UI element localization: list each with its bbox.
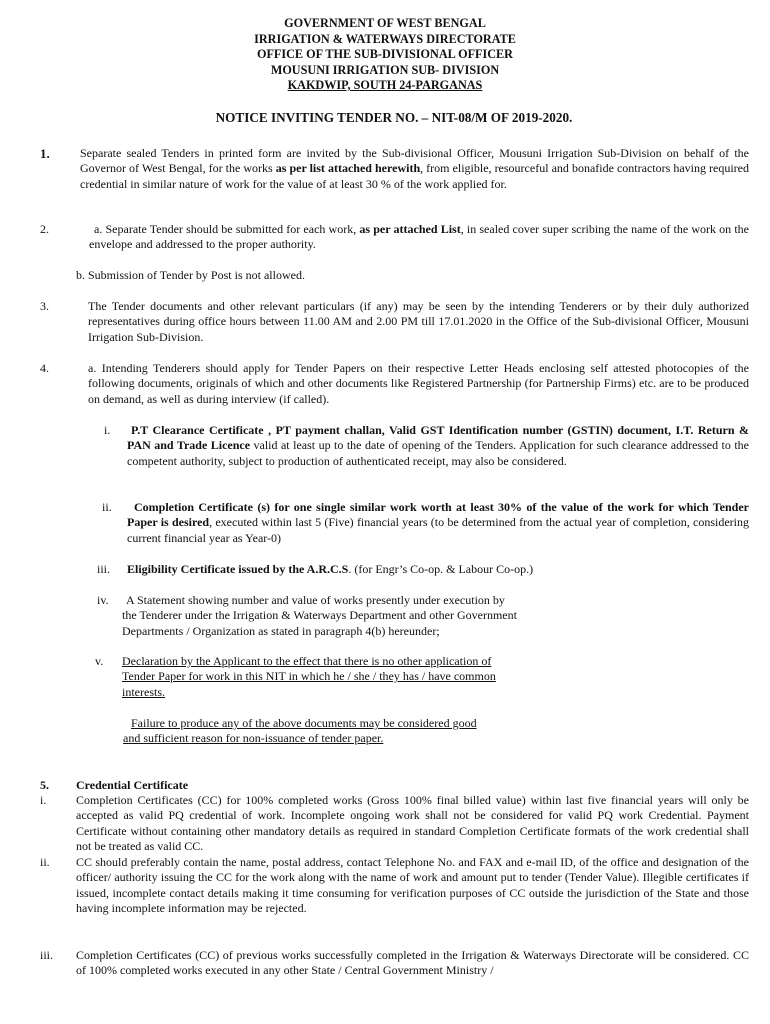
letterhead xyxy=(0,16,770,94)
header-division: MOUSUNI IRRIGATION SUB- DIVISION xyxy=(270,62,500,77)
para-4-iii-bold: Eligibility Certificate issued by the A.R.C.S xyxy=(127,562,349,576)
failure-note xyxy=(123,716,731,747)
para-3-text: The Tender documents and other relevant particulars (if any) may be seen by the intending Tenderers or by their duly authorized representatives during office hours between 11.00 AM and 2.00 PM till 17.01.2020 in the Office of the Sub-divisional Officer, Mousuni Irrigation Sub-Division. xyxy=(88,299,749,344)
para-5-iii-text: Completion Certificates (CC) of previous works successfully completed in the Irrigation & Waterways Directorate will be considered. CC of 100% completed works executed in any other State / Central Government Ministry / xyxy=(76,948,749,978)
para-5-ii-text: CC should preferably contain the name, postal address, contact Telephone No. and FAX and e-mail ID, of the office and designation of the officer/ authority issuing the CC for the work along with the name of work and amount put to tender (Tender Value). Illegible certificates if issued, incomplete contact details making it time consuming for verification purposes of CC outside the jurisdiction of the State and those having incomplete information may be rejected. xyxy=(76,855,749,916)
header-directorate: IRRIGATION & WATERWAYS DIRECTORATE xyxy=(254,31,516,46)
para-2a-text-a: a. Separate Tender should be submitted for each work, xyxy=(94,222,360,236)
para-4-i-bold: P.T Clearance Certificate , PT payment challan, Valid GST Identification number (GSTIN) document, I.T. Return & PAN and Trade Licence xyxy=(127,423,749,453)
para-4-v-text xyxy=(122,654,742,700)
header-office: OFFICE OF THE SUB-DIVISIONAL OFFICER xyxy=(257,47,513,61)
header-location: KAKDWIP, SOUTH 24-PARGANAS xyxy=(287,78,483,92)
header-government: GOVERNMENT OF WEST BENGAL xyxy=(284,16,486,30)
para-5-num: 5. xyxy=(40,778,49,792)
para-1-text-a: Separate sealed Tenders in printed form are invited by the Sub-divisional Officer, Mousuni Irrigation Sub-Division on behalf of the Governor of West Bengal, for the works xyxy=(80,146,749,176)
para-4-v-line-2: Tender Paper for work in this NIT in which he / she / they has / have common xyxy=(122,669,496,684)
para-4-i-number: i. xyxy=(104,423,111,437)
para-1-number: 1. xyxy=(40,146,50,161)
para-3-number: 3. xyxy=(40,299,49,313)
notice-title: NOTICE INVITING TENDER NO. – NIT-08/M OF 2019-2020. xyxy=(215,110,573,125)
para-4-iv-number: iv. xyxy=(97,593,109,607)
para-4-v-line-3: interests. xyxy=(122,684,165,699)
para-1-text-b: , from eligible, resourceful and bonafide contractors having required credential in similar nature of work for the value of at least 30 % of the work applied for. xyxy=(80,161,750,191)
para-5-i-number: i. xyxy=(40,793,47,807)
para-4-iii-text xyxy=(127,562,533,577)
failure-note-line-1: Failure to produce any of the above documents may be considered good xyxy=(131,716,477,730)
para-4-ii-text xyxy=(127,500,749,546)
para-2a-bold: as per attached List xyxy=(359,222,461,236)
para-2a-text-b: , in sealed cover super scribing the name of the work on the envelope and addressed to the proper authority. xyxy=(89,222,750,252)
failure-note-line-2: and sufficient reason for non-issuance of tender paper. xyxy=(123,731,384,746)
para-4-iv-line-2: the Tenderer under the Irrigation & Waterways Department and other Government xyxy=(122,608,517,623)
para-2a-text xyxy=(89,222,749,253)
para-5-ii-number: ii. xyxy=(40,855,50,869)
para-2b-text: b. Submission of Tender by Post is not allowed. xyxy=(76,268,305,282)
para-4a-text: a. Intending Tenderers should apply for Tender Papers on their respective Letter Heads enclosing self attested photocopies of the following documents, originals of which and other documents like Registered Partnership (for Partnership Firms) etc. are to be produced on demand, as well as during interview (if called). xyxy=(88,361,749,406)
para-4-ii-bold: Completion Certificate (s) for one single similar work worth at least 30% of the value of the work for which Tender Paper is desired xyxy=(127,500,749,530)
credential-heading: Credential Certificate xyxy=(76,778,189,792)
para-4-iv-line-1: A Statement showing number and value of works presently under execution by xyxy=(126,593,505,607)
para-4-ii-number: ii. xyxy=(102,500,112,514)
para-5-i-text: Completion Certificates (CC) for 100% completed works (Gross 100% final billed value) within last five financial years will only be accepted as valid PQ credential of work. Incomplete ongoing work shall not be considered for valid PQ work Credential. Payment Certificate without containing other mandatory details as required in standard Completion Certificate formats of the work credential shall not be treated as valid CC. xyxy=(76,793,749,854)
para-4-iv-line-3: Departments / Organization as stated in paragraph 4(b) hereunder; xyxy=(122,623,440,638)
para-4-v-number: v. xyxy=(95,654,104,668)
para-4-i-rest: valid at least up to the date of opening of the Tenders. Application for such clearance addressed to the competent authority, subject to production of authenticated receipt, may also be considered. xyxy=(127,438,749,468)
para-1-text xyxy=(80,146,749,192)
para-4-i-text xyxy=(127,423,749,469)
para-5-number xyxy=(40,778,49,793)
para-4-number: 4. xyxy=(40,361,49,375)
para-2-number: 2. xyxy=(40,222,49,236)
para-4-iii-number: iii. xyxy=(97,562,111,576)
para-4-ii-rest: , executed within last 5 (Five) financial years (to be determined from the actual year of completion, considering current financial year as Year-0) xyxy=(127,515,749,545)
para-1-bold: as per list attached herewith xyxy=(275,161,421,176)
para-4-v-line-1: Declaration by the Applicant to the effect that there is no other application of xyxy=(122,654,492,668)
para-5-iii-number: iii. xyxy=(40,948,54,962)
para-4-iii-rest: . (for Engr’s Co-op. & Labour Co-op.) xyxy=(348,562,534,576)
para-4-iv-text xyxy=(122,593,742,639)
